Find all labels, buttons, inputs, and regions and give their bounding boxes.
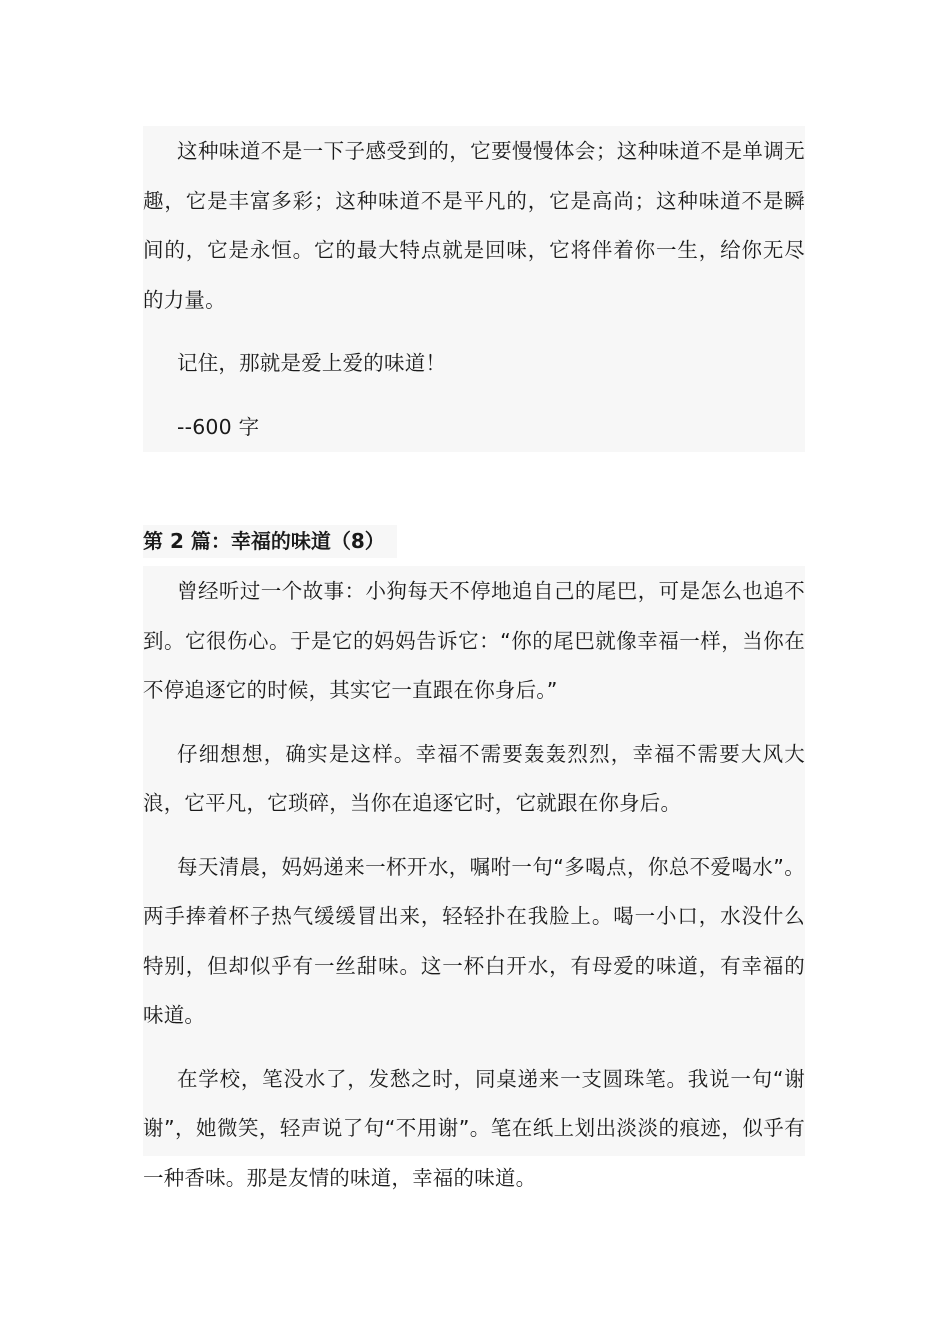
article-2-text-block [143,566,805,1190]
paragraph: 每天清晨，妈妈递来一杯开水，嘱咐一句“多喝点，你总不爱喝水”。两手捧着杯子热气缓缓冒出来，轻轻扑在我脸上。喝一小口，水没什么特别，但却似乎有一丝甜味。这一杯白开水，有母爱的味道，有幸福的味道。 [143,854,805,1027]
word-count: --600 字 [177,414,260,439]
article-1-text-block [143,126,805,452]
paragraph: 这种味道不是一下子感受到的，它要慢慢体会；这种味道不是单调无趣，它是丰富多彩；这种味道不是平凡的，它是高尚；这种味道不是瞬间的，它是永恒。它的最大特点就是回味，它将伴着你一生，给你无尽的力量。 [143,139,805,312]
article-2-title: 第 2 篇：幸福的味道（8） [143,525,397,558]
paragraph: 在学校，笔没水了，发愁之时，同桌递来一支圆珠笔。我说一句“谢谢”，她微笑，轻声说了句“不用谢”。笔在纸上划出淡淡的痕迹，似乎有一种香味。那是友情的味道，幸福的味道。 [143,1066,805,1190]
paragraph: 曾经听过一个故事：小狗每天不停地追自己的尾巴，可是怎么也追不到。它很伤心。于是它的妈妈告诉它：“你的尾巴就像幸福一样，当你在不停追逐它的时候，其实它一直跟在你身后。” [143,579,805,702]
paragraph: 记住，那就是爱上爱的味道！ [177,351,447,375]
paragraph: 仔细想想，确实是这样。幸福不需要轰轰烈烈，幸福不需要大风大浪，它平凡，它琐碎，当你在追逐它时，它就跟在你身后。 [143,741,805,815]
